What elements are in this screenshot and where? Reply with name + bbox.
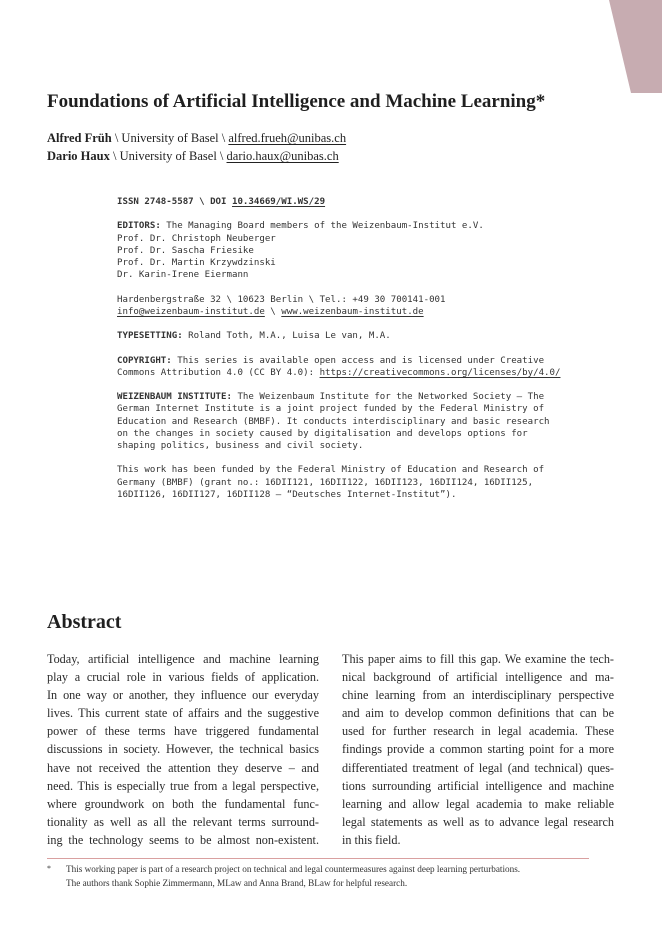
author-name: Dario Haux <box>47 149 110 163</box>
institute-line: German Internet Institute is a joint project funded by the Federal Ministry of <box>117 404 545 415</box>
author-row <box>47 129 647 147</box>
author-row <box>47 147 647 165</box>
institute-line: shaping politics, business and civil society. <box>117 440 364 451</box>
author-list <box>47 129 647 165</box>
footnote-line: This working paper is part of a research project on technical and legal countermeasures against deep learning perturbations. <box>66 864 521 874</box>
footnote-text <box>66 863 606 890</box>
abstract-line: have not received the attention they deserve – and <box>47 760 319 775</box>
abstract-line: play a crucial role in various fields of application. <box>47 670 319 685</box>
editors-line <box>117 220 637 232</box>
copyright-text: This series is available open access and is licensed under Creative <box>171 355 545 366</box>
typesetting-line <box>117 330 637 342</box>
author-email-link[interactable]: alfred.frueh@unibas.ch <box>228 131 347 145</box>
issn-doi <box>117 196 637 208</box>
institute-description <box>117 391 637 452</box>
funding-line: 16DII126, 16DII127, 16DII128 – “Deutsches Internet-Institut”). <box>117 489 457 500</box>
institute-web-link[interactable]: www.weizenbaum-institut.de <box>281 306 424 317</box>
editor-name: Dr. Karin-Irene Eiermann <box>117 270 249 281</box>
institute-email-link[interactable]: info@weizenbaum-institut.de <box>117 306 265 317</box>
copyright-label: COPYRIGHT: <box>117 355 172 366</box>
author-name: Alfred Früh <box>47 131 112 145</box>
abstract-heading: Abstract <box>47 611 122 633</box>
footnote-divider <box>47 858 589 859</box>
abstract-line: learning and allow legal academia to make reliable <box>342 796 614 811</box>
separator: \ <box>264 306 282 317</box>
decorative-corner-shape <box>0 0 662 140</box>
abstract-line: where groundwork on both the fundamental func- <box>47 796 319 811</box>
abstract-line: used for further research in legal academia. These <box>342 724 614 739</box>
institute-line: Education and Research (BMBF). It conducts interdisciplinary and basic research <box>117 416 550 427</box>
author-affiliation: \ University of Basel \ <box>111 131 229 145</box>
abstract-line: Today, artificial intelligence and machine learning <box>47 652 319 666</box>
abstract-line: in this field. <box>342 832 401 847</box>
copyright-text: Commons Attribution 4.0 (CC BY 4.0): <box>117 367 320 378</box>
copyright <box>117 355 637 379</box>
address: Hardenbergstraße 32 \ 10623 Berlin \ Tel.: +49 30 700141-001 <box>117 294 446 305</box>
editor-name: Prof. Dr. Martin Krzywdzinski <box>117 258 276 268</box>
abstract-line: nical background of artificial intelligence and ma- <box>342 670 614 685</box>
institute-line <box>117 391 637 403</box>
abstract-line: tionality as well as all the relevant terms surround- <box>47 814 319 829</box>
footnote-line: The authors thank Sophie Zimmermann, MLaw and Anna Brand, BLaw for helpful research. <box>66 877 408 888</box>
institute-line: on the changes in society caused by digitalisation and develops options for <box>117 428 528 439</box>
abstract-line: ing the technology seems to be almost non-existent. <box>47 832 319 847</box>
issn-text: ISSN 2748-5587 \ DOI <box>117 197 232 207</box>
abstract-line: tions surrounding artificial intelligence and machine <box>342 778 614 793</box>
editors-label: EDITORS: <box>117 221 161 232</box>
doi-link[interactable]: 10.34669/WI.WS/29 <box>231 197 326 207</box>
typesetting <box>117 330 637 342</box>
editor-name: Prof. Dr. Sascha Friesike <box>117 245 254 256</box>
colophon <box>117 196 637 513</box>
editors <box>117 220 637 281</box>
abstract-column-left <box>47 650 319 849</box>
contact <box>117 294 637 318</box>
abstract-column-right <box>342 650 614 849</box>
abstract-line: need. This is especially true from a legal perspective, <box>47 778 319 793</box>
author-affiliation: \ University of Basel \ <box>109 149 227 163</box>
abstract-line: findings provide a common starting point for a more <box>342 742 614 757</box>
abstract-line: discussions in society. However, the technical basics <box>47 742 319 757</box>
typesetting-text: Roland Toth, M.A., Luisa Le van, M.A. <box>182 331 391 342</box>
paper-title: Foundations of Artificial Intelligence and Machine Learning* <box>47 91 546 112</box>
institute-label: WEIZENBAUM INSTITUTE: <box>117 392 232 403</box>
abstract-line: legal statements as well as to advance legal research <box>342 814 614 829</box>
abstract-line: differentiated treatment of legal (and technical) ques- <box>342 760 614 775</box>
contact-links <box>117 306 637 318</box>
abstract-line: lives. This current state of affairs and the suggestive <box>47 706 319 721</box>
author-email-link[interactable]: dario.haux@unibas.ch <box>226 149 339 163</box>
funding-line: This work has been funded by the Federal Ministry of Education and Research of <box>117 465 545 476</box>
abstract-line: This paper aims to fill this gap. We examine the tech- <box>342 652 614 666</box>
copyright-line <box>117 355 637 367</box>
funding-note <box>117 464 637 501</box>
abstract-line: and aim to develop common definitions that can be <box>342 706 614 721</box>
abstract-line: In one way or another, they influence our everyday <box>47 688 319 703</box>
abstract-line: power of these terms have triggered fundamental <box>47 724 319 739</box>
institute-text: The Weizenbaum Institute for the Networked Society – The <box>231 392 545 403</box>
editors-text: The Managing Board members of the Weizenbaum-Institut e.V. <box>160 221 484 232</box>
abstract-line: chine learning from an interdisciplinary perspective <box>342 688 614 703</box>
copyright-line <box>117 367 637 379</box>
editor-name: Prof. Dr. Christoph Neuberger <box>117 233 276 244</box>
typesetting-label: TYPESETTING: <box>117 331 183 342</box>
footnote-mark: * <box>47 864 51 873</box>
license-link[interactable]: https://creativecommons.org/licenses/by/4.0/ <box>319 367 561 378</box>
funding-line: Germany (BMBF) (grant no.: 16DII121, 16DII122, 16DII123, 16DII124, 16DII125, <box>117 477 534 488</box>
